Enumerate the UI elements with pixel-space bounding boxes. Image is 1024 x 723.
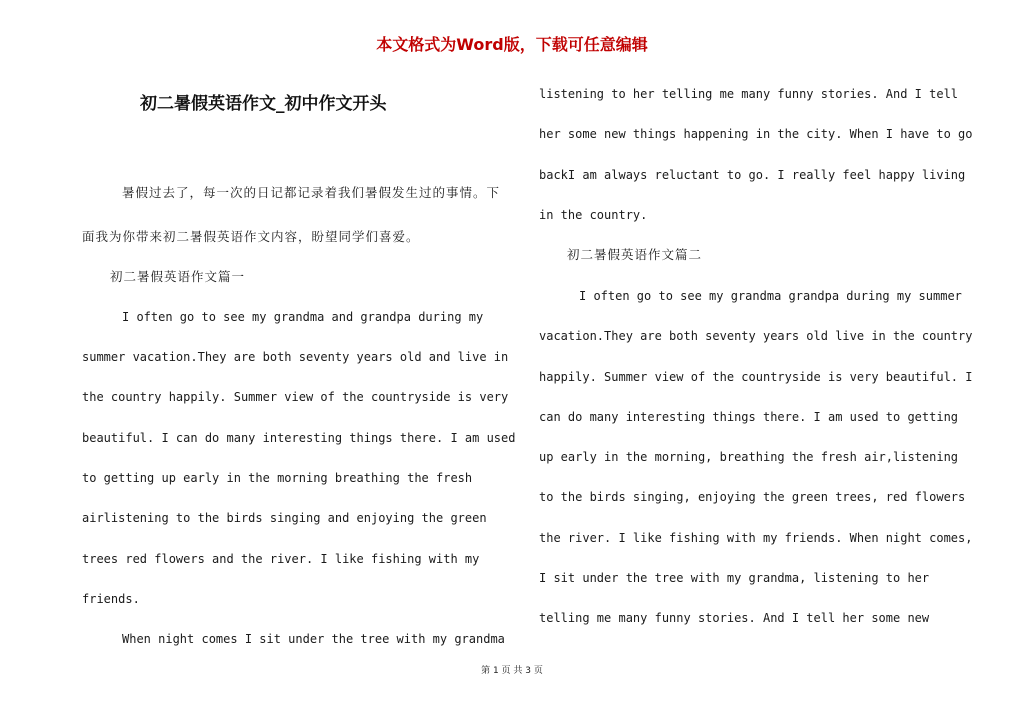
text-line: beautiful. I can do many interesting things there. I am used <box>82 431 516 445</box>
edit-notice-banner: 本文格式为Word版，下载可任意编辑 <box>376 35 648 54</box>
text-line: I sit under the tree with my grandma, listening to her <box>539 571 930 585</box>
page-number: 第 1 页 共 3 页 <box>481 666 543 676</box>
section-heading-1: 初二暑假英语作文篇一 <box>110 269 246 284</box>
intro-line: 暑假过去了，每一次的日记都记录着我们暑假发生过的事情。下 <box>122 185 501 200</box>
text-line: I often go to see my grandma and grandpa during my <box>122 310 484 324</box>
intro-line: 面我为你带来初二暑假英语作文内容，盼望同学们喜爱。 <box>82 229 420 244</box>
text-line: her some new things happening in the city. When I have to go <box>539 127 973 141</box>
text-line: trees red flowers and the river. I like fishing with my <box>82 552 480 566</box>
text-line: I often go to see my grandma grandpa during my summer <box>579 289 962 303</box>
text-line: When night comes I sit under the tree with my grandma <box>122 632 505 646</box>
text-line: can do many interesting things there. I am used to getting <box>539 410 959 424</box>
page-title: 初二暑假英语作文_初中作文开头 <box>140 94 387 114</box>
text-line: vacation.They are both seventy years old live in the country <box>539 329 973 343</box>
text-line: listening to her telling me many funny stories. And I tell <box>539 87 959 101</box>
text-line: airlistening to the birds singing and enjoying the green <box>82 511 487 525</box>
text-line: telling me many funny stories. And I tell her some new <box>539 611 930 625</box>
text-line: in the country. <box>539 208 648 222</box>
text-line: backI am always reluctant to go. I really feel happy living <box>539 168 966 182</box>
text-line: up early in the morning, breathing the fresh air,listening <box>539 450 959 464</box>
text-line: to the birds singing, enjoying the green trees, red flowers <box>539 490 966 504</box>
text-line: the river. I like fishing with my friends. When night comes, <box>539 531 973 545</box>
text-line: friends. <box>82 592 140 606</box>
text-line: summer vacation.They are both seventy years old and live in <box>82 350 509 364</box>
section-heading-2: 初二暑假英语作文篇二 <box>567 247 703 262</box>
text-line: happily. Summer view of the countryside is very beautiful. I <box>539 370 973 384</box>
text-line: the country happily. Summer view of the countryside is very <box>82 390 509 404</box>
text-line: to getting up early in the morning breathing the fresh <box>82 471 473 485</box>
